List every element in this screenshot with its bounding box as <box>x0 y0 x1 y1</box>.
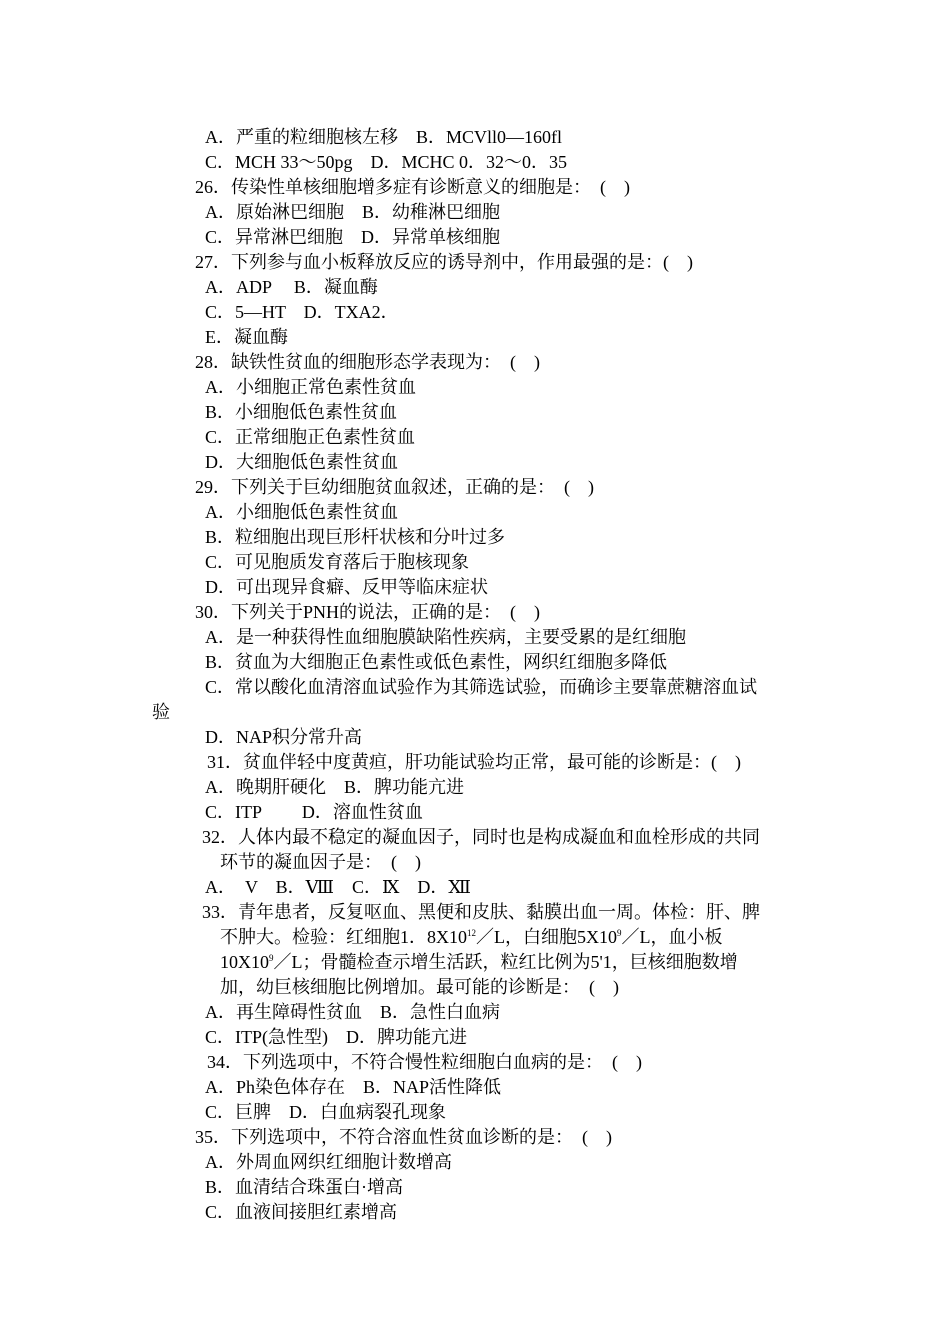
option-line: B．粒细胞出现巨形杆状核和分叶过多 <box>205 527 506 547</box>
question-33: 33．青年患者，反复呕血、黑便和皮肤、黏膜出血一周。体检：肝、脾 <box>202 902 760 922</box>
option-line: E．凝血酶 <box>205 327 288 347</box>
option-line: C．MCH 33～50pg D．MCHC 0．32～0．35 <box>205 152 568 172</box>
option-line: A．小细胞低色素性贫血 <box>205 502 398 522</box>
option-line: C．常以酸化血清溶血试验作为其筛选试验，而确诊主要靠蔗糖溶血试 <box>205 677 758 697</box>
question-27: 27．下列参与血小板释放反应的诱导剂中，作用最强的是：( ) <box>195 252 693 272</box>
option-line: C．ITP(急性型) D．脾功能亢进 <box>205 1027 467 1047</box>
question-26: 26．传染性单核细胞增多症有诊断意义的细胞是： ( ) <box>195 177 630 197</box>
option-line: A．Ph染色体存在 B．NAP活性降低 <box>205 1077 502 1097</box>
exponent: 12 <box>467 928 476 938</box>
option-line: C．正常细胞正色素性贫血 <box>205 427 416 447</box>
question-33-line-2: 不肿大。检验：红细胞1．$8X10^{12}/L$，白细胞$5X10^9/L$，血小板 <box>220 927 723 947</box>
question-33-line-3: $10X10^9/L$；骨髓检查示增生活跃，粒红比例为5'1，巨核细胞数增 <box>220 952 738 972</box>
option-line: D．NAP积分常升高 <box>205 727 363 747</box>
exponent: 9 <box>617 928 622 938</box>
question-32-continued: 环节的凝血因子是： ( ) <box>220 852 421 872</box>
option-line: B．血清结合珠蛋白·增高 <box>205 1177 403 1197</box>
option-line: A．晚期肝硬化 B．脾功能亢进 <box>205 777 465 797</box>
option-line: A．是一种获得性血细胞膜缺陷性疾病，主要受累的是红细胞 <box>205 627 686 647</box>
question-30: 30．下列关于PNH的说法，正确的是： ( ) <box>195 602 540 622</box>
option-line: C．血液间接胆红素增高 <box>205 1202 398 1222</box>
option-line: B．贫血为大细胞正色素性或低色素性，网织红细胞多降低 <box>205 652 668 672</box>
exponent: 9 <box>269 953 274 963</box>
option-line: C．ITP D．溶血性贫血 <box>205 802 423 822</box>
option-line: C．巨脾 D．白血病裂孔现象 <box>205 1102 447 1122</box>
question-28: 28．缺铁性贫血的细胞形态学表现为： ( ) <box>195 352 540 372</box>
option-line: C．异常淋巴细胞 D．异常单核细胞 <box>205 227 501 247</box>
option-line: A．外周血网织红细胞计数增高 <box>205 1152 452 1172</box>
option-line: D．可出现异食癖、反甲等临床症状 <box>205 577 488 597</box>
option-line: A．ADP B．凝血酶 <box>205 277 378 297</box>
option-line: A．再生障碍性贫血 B．急性白血病 <box>205 1002 501 1022</box>
question-34: 34．下列选项中，不符合慢性粒细胞白血病的是： ( ) <box>207 1052 642 1072</box>
option-line: A．原始淋巴细胞 B．幼稚淋巴细胞 <box>205 202 501 222</box>
question-31: 31．贫血伴轻中度黄疸，肝功能试验均正常，最可能的诊断是：( ) <box>207 752 741 772</box>
option-line-continued: 验 <box>152 702 170 722</box>
question-29: 29．下列关于巨幼细胞贫血叙述，正确的是： ( ) <box>195 477 594 497</box>
option-line: C．5—HT D．TXA2． <box>205 302 399 322</box>
question-33-line-4: 加，幼巨核细胞比例增加。最可能的诊断是： ( ) <box>220 977 619 997</box>
question-32: 32．人体内最不稳定的凝血因子，同时也是构成凝血和血栓形成的共同 <box>202 827 760 847</box>
option-line: A．严重的粒细胞核左移 B．MCVll0—160fl <box>205 127 563 147</box>
option-line: D．大细胞低色素性贫血 <box>205 452 398 472</box>
option-line: A．小细胞正常色素性贫血 <box>205 377 416 397</box>
option-line: A． V B．Ⅷ C．Ⅸ D．Ⅻ <box>205 877 471 897</box>
question-35: 35．下列选项中，不符合溶血性贫血诊断的是： ( ) <box>195 1127 612 1147</box>
option-line: C．可见胞质发育落后于胞核现象 <box>205 552 470 572</box>
option-line: B．小细胞低色素性贫血 <box>205 402 398 422</box>
